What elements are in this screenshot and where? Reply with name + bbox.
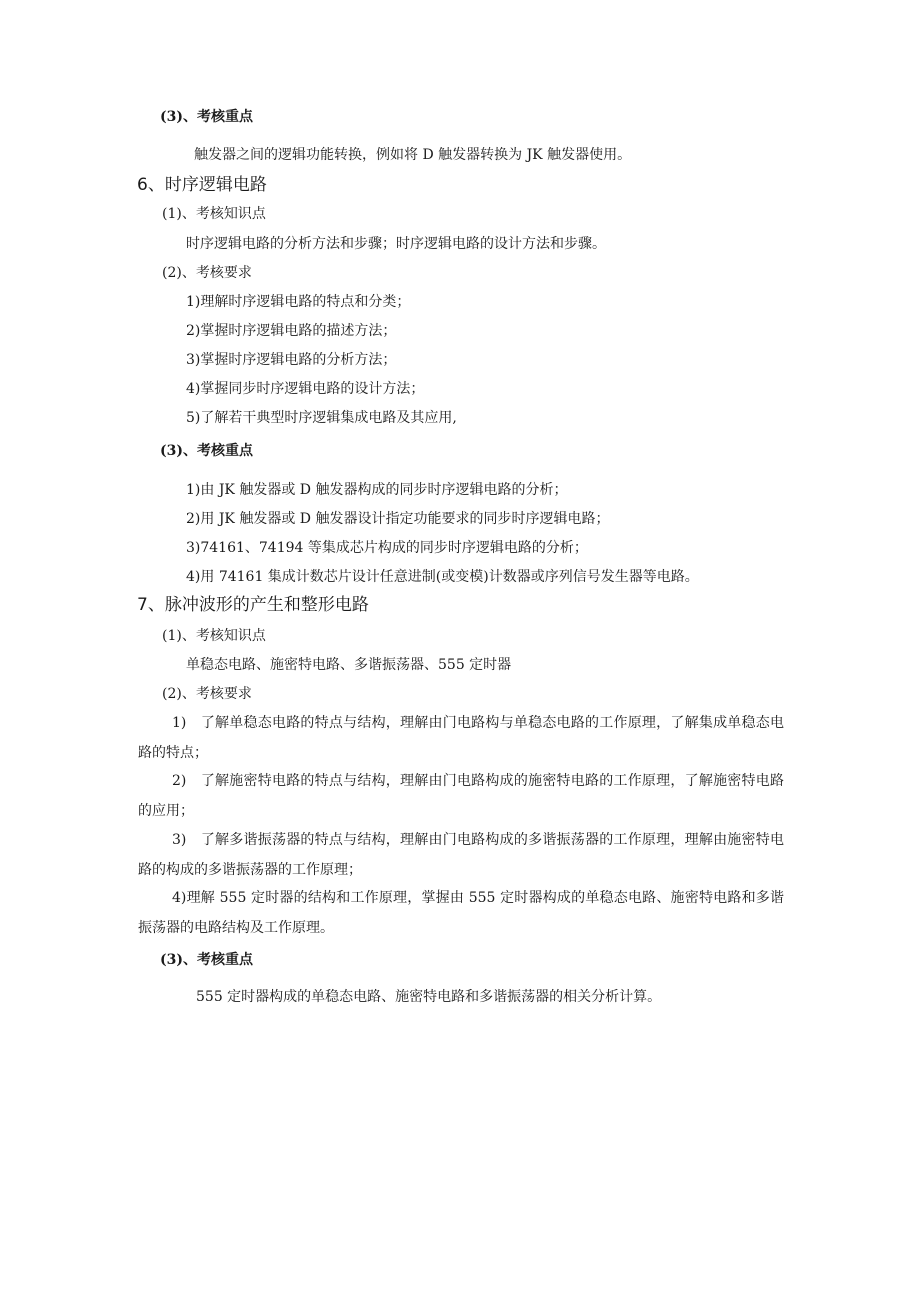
requirements-heading: (2)、考核要求 — [162, 265, 252, 281]
key-points-heading: (3)、考核重点 — [160, 109, 253, 125]
requirement-item: 5)了解若干典型时序逻辑集成电路及其应用, — [186, 410, 457, 426]
requirement-item: 4)掌握同步时序逻辑电路的设计方法； — [186, 381, 425, 397]
key-points-heading: (3)、考核重点 — [160, 952, 253, 968]
section-title: 7、脉冲波形的产生和整形电路 — [137, 595, 369, 615]
key-point-item: 2)用 JK 触发器或 D 触发器设计指定功能要求的同步时序逻辑电路； — [186, 511, 610, 527]
knowledge-heading: (1)、考核知识点 — [162, 628, 266, 644]
section-title: 6、时序逻辑电路 — [137, 175, 267, 195]
key-point-item: 4)用 74161 集成计数芯片设计任意进制(或变模)计数器或序列信号发生器等电路。 — [186, 569, 699, 585]
requirement-item: 3)掌握时序逻辑电路的分析方法； — [186, 352, 397, 368]
knowledge-heading: (1)、考核知识点 — [162, 206, 266, 222]
key-points-text: 555 定时器构成的单稳态电路、施密特电路和多谐振荡器的相关分析计算。 — [196, 989, 662, 1005]
key-point-item: 3)74161、74194 等集成芯片构成的同步时序逻辑电路的分析； — [186, 540, 588, 556]
knowledge-text: 单稳态电路、施密特电路、多谐振荡器、555 定时器 — [186, 657, 512, 673]
requirements-heading: (2)、考核要求 — [162, 686, 252, 702]
requirement-paragraph: 4)理解 555 定时器的结构和工作原理，掌握由 555 定时器构成的单稳态电路、施密特电路和多谐振荡器的电路结构及工作原理。 — [138, 890, 784, 936]
requirement-item: 2)掌握时序逻辑电路的描述方法； — [186, 323, 397, 339]
key-points-text: 触发器之间的逻辑功能转换，例如将 D 触发器转换为 JK 触发器使用。 — [194, 147, 632, 163]
knowledge-text: 时序逻辑电路的分析方法和步骤；时序逻辑电路的设计方法和步骤。 — [186, 236, 606, 252]
key-points-heading: (3)、考核重点 — [160, 443, 253, 459]
requirement-paragraph: 3) 了解多谐振荡器的特点与结构，理解由门电路构成的多谐振荡器的工作原理，理解由施密特电路的构成的多谐振荡器的工作原理； — [138, 832, 784, 878]
requirement-item: 1)理解时序逻辑电路的特点和分类； — [186, 294, 411, 310]
requirement-paragraph: 2) 了解施密特电路的特点与结构，理解由门电路构成的施密特电路的工作原理，了解施密特电路的应用； — [138, 773, 784, 819]
requirement-paragraph: 1) 了解单稳态电路的特点与结构，理解由门电路构与单稳态电路的工作原理，了解集成单稳态电路的特点； — [138, 715, 784, 761]
key-point-item: 1)由 JK 触发器或 D 触发器构成的同步时序逻辑电路的分析； — [186, 482, 568, 498]
